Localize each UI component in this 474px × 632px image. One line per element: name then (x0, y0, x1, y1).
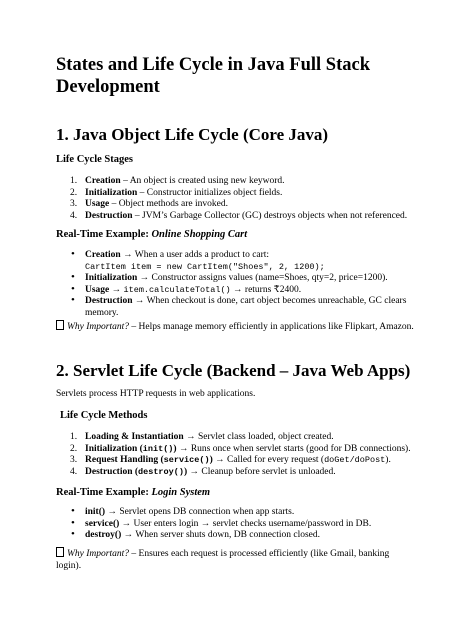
bullet-icon: • (71, 516, 75, 529)
list-item: 1. Loading & Instantiation → Servlet class loaded, object created. (70, 432, 334, 442)
missing-glyph-icon (56, 320, 64, 330)
bullet-icon: • (71, 528, 75, 540)
section-1-heading: 1. Java Object Life Cycle (Core Java) (56, 125, 329, 144)
list-item: • destroy() → When server shuts down, DB connection closed. (71, 528, 320, 540)
bullet-icon: • (71, 248, 75, 260)
list-item: 3. Request Handling (service()) → Called for every request (doGet/doPost). (70, 455, 391, 465)
why-important-note-1: Why Important? – Helps manage memory efficiently in applications like Flipkart, Amazon. (56, 320, 436, 333)
section-2-heading: 2. Servlet Life Cycle (Backend – Java Web Apps) (56, 361, 411, 380)
list-item: • Creation → When a user adds a product to cart: CartItem item = new CartItem("Shoes", 2, 1200); (71, 248, 325, 272)
list-item: 2. Initialization (init()) → Runs once when servlet starts (good for DB connections). (70, 443, 411, 454)
list-item: 2. Initialization – Constructor initializes object fields. (70, 187, 283, 198)
list-item: 3. Usage – Object methods are invoked. (70, 199, 228, 209)
code-snippet: CartItem item = new CartItem("Shoes", 2, 1200); (85, 261, 325, 272)
list-item: • service() → User enters login → servlet checks username/password in DB. (71, 516, 372, 529)
list-item: 4. Destruction (destroy()) → Cleanup before servlet is unloaded. (70, 466, 336, 477)
list-item: • Initialization → Constructor assigns values (name=Shoes, qty=2, price=1200). (71, 271, 388, 283)
bullet-icon: • (71, 271, 75, 283)
bullet-icon: • (71, 505, 75, 517)
missing-glyph-icon (56, 547, 64, 557)
list-item: • init() → Servlet opens DB connection when app starts. (71, 505, 295, 517)
methods-list (70, 432, 430, 478)
stages-list (70, 176, 430, 222)
why-important-note-2: Why Important? – Ensures each request is processed efficiently (like Gmail, banking login). (56, 549, 390, 571)
list-item: 4. Destruction – JVM’s Garbage Collector (GC) destroys objects when not referenced. (70, 210, 408, 221)
life-cycle-methods-heading: Life Cycle Methods (60, 410, 148, 421)
document-title: States and Life Cycle in Java Full Stack Development (56, 55, 370, 97)
login-example-list (70, 507, 430, 542)
list-item: 1. Creation – An object is created using new keyword. (70, 176, 285, 186)
servlet-intro: Servlets process HTTP requests in web applications. (56, 389, 256, 399)
shopping-cart-example-list (70, 250, 430, 319)
life-cycle-stages-heading: Life Cycle Stages (56, 154, 133, 165)
list-item: • Usage → item.calculateTotal() → returns ₹2400. (71, 282, 302, 295)
example-heading-login-system: Real-Time Example: Login System (56, 487, 211, 498)
example-heading-shopping-cart: Real-Time Example: Online Shopping Cart (56, 229, 248, 240)
bullet-icon: • (71, 294, 75, 306)
bullet-icon: • (71, 282, 75, 295)
list-item: • Destruction → When checkout is done, cart object becomes unreachable, GC clears memory. (71, 294, 407, 318)
